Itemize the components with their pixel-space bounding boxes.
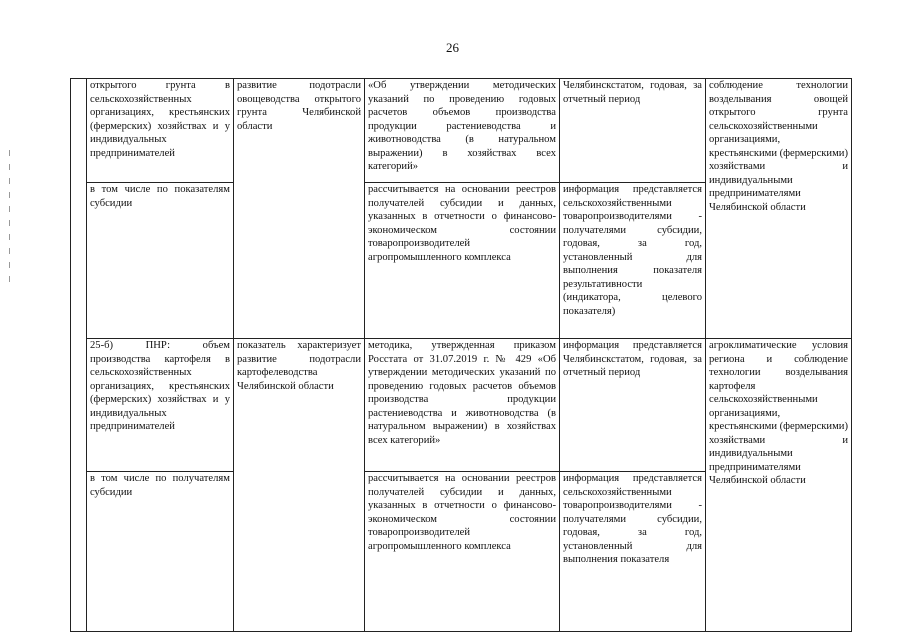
method-cell: рассчитывается на основании реестров получателей субсидии и данных, указанных в отчетности о финансово-экономическом состоянии товаропроизводителей агропромышленного комплекса	[365, 472, 560, 632]
indicator-table	[70, 78, 852, 632]
method-cell: «Об утверждении методических указаний по проведению годовых расчетов объемов производства продукции растениеводства и животноводства (в натуральном выражении) в хозяйствах всех категорий»	[365, 79, 560, 183]
indicator-cell: 25-б) ПНР: объем производства картофеля в сельскохозяйственных организациях, крестьянских (фермерских) хозяйствах и у индивидуальных предпринимателей	[87, 339, 234, 472]
method-cell: методика, утвержденная приказом Росстата от 31.07.2019 г. № 429 «Об утверждении методических указаний по проведению годовых расчетов объемов производства продукции растениеводства и животноводства (в натуральном выражении) в хозяйствах всех категорий»	[365, 339, 560, 472]
factors-cell: агроклиматические условия региона и соблюдение технологии возделывания картофеля сельскохозяйственными организациями, крестьянскими (фермерскими) хозяйствами и индивидуальными предпринимателями Челябинской области	[706, 339, 852, 632]
characteristic-cell: развитие подотрасли овощеводства открытого грунта Челябинской области	[234, 79, 365, 339]
source-cell: информация представляется Челябинскстатом, годовая, за отчетный период	[560, 339, 706, 472]
margin-marks	[8, 150, 12, 310]
table-row	[71, 79, 852, 183]
source-cell: Челябинскстатом, годовая, за отчетный период	[560, 79, 706, 183]
characteristic-cell: показатель характеризует развитие подотрасли картофелеводства Челябинской области	[234, 339, 365, 632]
method-cell: рассчитывается на основании реестров получателей субсидии и данных, указанных в отчетности о финансово-экономическом состоянии товаропроизводителей агропромышленного комплекса	[365, 183, 560, 339]
indicator-cell: открытого грунта в сельскохозяйственных организациях, крестьянских (фермерских) хозяйствах и у индивидуальных предпринимателей	[87, 79, 234, 183]
indicator-cell: в том числе по показателям субсидии	[87, 183, 234, 339]
row-number-cell	[71, 79, 87, 632]
indicator-cell: в том числе по получателям субсидии	[87, 472, 234, 632]
source-cell: информация представляется сельскохозяйственными товаропроизводителями - получателями субсидии, годовая, за год, установленный для выполнения показателя результативности (индикатора, целевого показателя)	[560, 183, 706, 339]
page-number: 26	[446, 40, 459, 55]
factors-cell: соблюдение технологии возделывания овощей открытого грунта сельскохозяйственными организациями, крестьянскими (фермерскими) хозяйствами и индивидуальными предпринимателями Челябинской области	[706, 79, 852, 339]
source-cell: информация представляется сельскохозяйственными товаропроизводителями - получателями субсидии, годовая, за год, установленный для выполнения показателя	[560, 472, 706, 632]
table-row	[71, 339, 852, 472]
